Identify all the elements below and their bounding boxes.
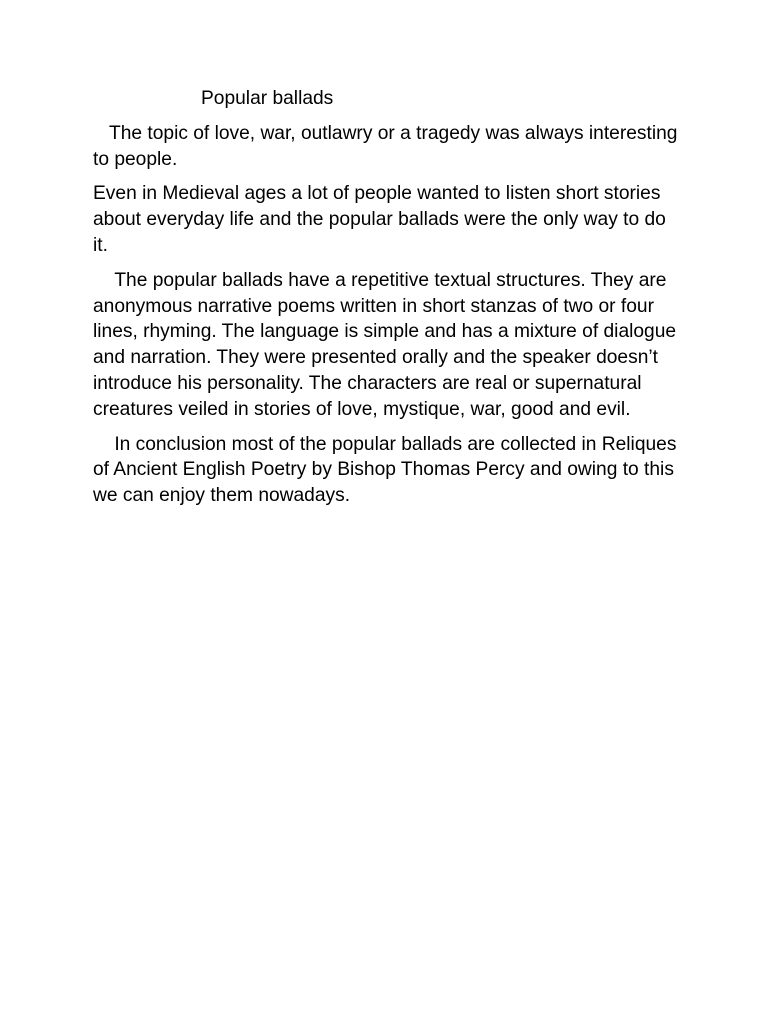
document-title: Popular ballads [201,88,334,109]
paragraph-medieval: Even in Medieval ages a lot of people wanted to listen short stories about everyday life and the popular ballads were the only way to do it. [93,183,672,256]
paragraph-structure: The popular ballads have a repetitive textual structures. They are anonymous narrative poems written in short stanzas of two or four lines, rhyming. The language is simple and has a mixture of dialogue and narration. They were presented orally and the speaker doesn’t introduce his personality. The characters are real or supernatural creatures veiled in stories of love, mystique, war, good and evil. [93,269,682,420]
document-body [93,86,683,518]
paragraph-conclusion: In conclusion most of the popular ballads are collected in Reliques of Ancient English Poetry by Bishop Thomas Percy and owing to this we can enjoy them nowadays. [93,433,682,507]
paragraph-intro: The topic of love, war, outlawry or a tragedy was always interesting to people. [93,122,683,170]
